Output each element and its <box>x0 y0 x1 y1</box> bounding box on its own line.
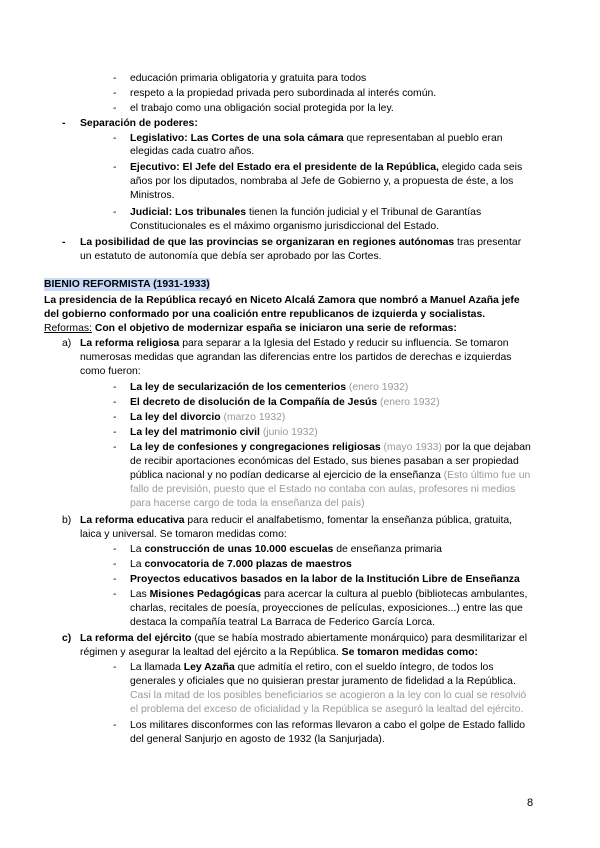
list-dash: - <box>113 662 117 673</box>
list-dash: - <box>113 574 117 585</box>
religious-line-2: numerosas medidas que agrandan las diferencias entre los partidos de derechas e izquierdas <box>80 352 512 363</box>
list-dash: - <box>113 382 117 393</box>
executive-bold: Ejecutivo: El Jefe del Estado era el presidente de la República, <box>130 162 439 173</box>
list-item: La llamada Ley Azaña que admitía el retiro, con el sueldo íntegro, de todos los <box>130 662 494 673</box>
list-item: La construcción de unas 10.000 escuelas de enseñanza primaria <box>130 544 442 555</box>
army-line-2: régimen y asegurar la lealtad del ejército a la República. Se tomaron medidas como: <box>80 647 478 658</box>
autonomy-bold: La posibilidad de que las provincias se organizaran en regiones autónomas <box>80 237 455 248</box>
azana-line-4: el problema del exceso de oficialidad y la República se aseguró la lealtad del ejército. <box>130 704 524 715</box>
judicial-line: Judicial: Los tribunales tienen la función judicial y el Tribunal de Garantías <box>130 207 482 218</box>
confessions-line: La ley de confesiones y congregaciones religiosas (mayo 1933) por la que dejaban <box>130 442 531 453</box>
education-line: La reforma educativa para reducir el analfabetismo, fomentar la enseñanza pública, gratuita, <box>80 515 513 526</box>
presidency-line-2: del gobierno conformado por una coalición entre republicanos de izquierda y socialistas. <box>44 309 486 320</box>
list-item: educación primaria obligatoria y gratuita para todos <box>130 73 367 84</box>
executive-line-2: años por los diputados, nombraba al Jefe de Gobierno y, a propuesta de éste, a los <box>130 176 514 187</box>
azana-line-2: generales y oficiales que no quisieran prestar juramento de fidelidad a la República. <box>130 676 516 687</box>
list-marker-a: a) <box>62 338 72 349</box>
autonomy-line-2: un estatuto de autonomía que debía ser aprobado por las Cortes. <box>80 251 382 262</box>
list-dash: - <box>113 544 117 555</box>
list-marker-c: c) <box>62 633 72 644</box>
list-dash: - <box>113 559 117 570</box>
education-line-2: laica y universal. Se tomaron medidas como: <box>80 529 287 540</box>
list-dash: - <box>113 103 117 114</box>
religious-line: La reforma religiosa para separar a la Iglesia del Estado y reducir su influencia. Se tomaron <box>80 338 509 349</box>
list-dash: - <box>113 427 117 438</box>
executive-line-3: Ministros. <box>130 190 175 201</box>
list-dash: - <box>113 133 117 144</box>
legislative-line: Legislativo: Las Cortes de una sola cámara que representaban al pueblo eran <box>130 133 503 144</box>
list-dash: - <box>113 412 117 423</box>
missions-line-2: charlas, recitales de poesía, proyecciones de películas, exposiciones...) entre las que <box>130 603 523 614</box>
list-item: La convocatoria de 7.000 plazas de maestros <box>130 559 352 570</box>
confessions-line-3: pública nacional y no podían dedicarse al ejercicio de la enseñanza (Esto último fue un <box>130 470 531 481</box>
legislative-bold: Legislativo: Las Cortes de una sola cámara <box>130 133 344 144</box>
judicial-bold: Judicial: Los tribunales <box>130 207 247 218</box>
section-title: BIENIO REFORMISTA (1931-1933) <box>44 279 210 290</box>
list-dash: - <box>62 237 66 248</box>
autonomy-line: La posibilidad de que las provincias se organizaran en regiones autónomas tras presentar <box>80 237 522 248</box>
powers-heading: Separación de poderes: <box>80 118 198 129</box>
list-item: El decreto de disolución de la Compañía de Jesús (enero 1932) <box>130 397 440 408</box>
list-dash: - <box>113 162 117 173</box>
list-dash: - <box>113 720 117 731</box>
list-marker-b: b) <box>62 515 72 526</box>
list-item: Las Misiones Pedagógicas para acercar la cultura al pueblo (bibliotecas ambulantes, <box>130 589 528 600</box>
list-dash: - <box>113 442 117 453</box>
executive-line: Ejecutivo: El Jefe del Estado era el presidente de la República, elegido cada seis <box>130 162 523 173</box>
religious-bold: La reforma religiosa <box>80 338 180 349</box>
confessions-line-2: de recibir aportaciones económicas del Estado, sus bienes pasaban a ser propiedad <box>130 456 519 467</box>
list-item: La ley de secularización de los cementerios (enero 1932) <box>130 382 409 393</box>
list-dash: - <box>113 207 117 218</box>
list-item: La ley del matrimonio civil (junio 1932) <box>130 427 318 438</box>
missions-line-3: destaca la compañía teatral La Barraca de Federico García Lorca. <box>130 617 435 628</box>
judicial-line-2: Constitucionales es el máximo organismo jurisdiccional del Estado. <box>130 221 439 232</box>
list-dash: - <box>113 397 117 408</box>
confessions-line-4: fallo de previsión, puesto que el Estado no contaba con aulas, profesores ni medios <box>130 484 516 495</box>
legislative-line-2: elegidas cada cuatro años. <box>130 146 255 157</box>
list-dash: - <box>113 88 117 99</box>
sanjurjo-line-2: del general Sanjurjo en agosto de 1932 (la Sanjurjada). <box>130 734 385 745</box>
list-dash: - <box>62 118 66 129</box>
reforms-label: Reformas: <box>44 323 92 334</box>
azana-line-3: Casi la mitad de los posibles beneficiarios se acogieron a la ley con lo cual se resolvió <box>130 690 527 701</box>
page-number: 8 <box>527 797 534 809</box>
confessions-line-5: para hacerse cargo de toda la enseñanza del país) <box>130 498 365 509</box>
list-item: Proyectos educativos basados en la labor de la Institución Libre de Enseñanza <box>130 574 520 585</box>
army-line: La reforma del ejército (que se había mostrado abiertamente monárquico) para desmilitarizar el <box>80 633 528 644</box>
sanjurjo-line: Los militares disconformes con las reformas llevaron a cabo el golpe de Estado fallido <box>130 720 526 731</box>
list-item: La ley del divorcio (marzo 1932) <box>130 412 286 423</box>
list-dash: - <box>113 589 117 600</box>
list-dash: - <box>113 73 117 84</box>
presidency-line-1: La presidencia de la República recayó en Niceto Alcalá Zamora que nombró a Manuel Azaña jefe <box>44 295 520 306</box>
reforms-intro: Reformas: Con el objetivo de modernizar españa se iniciaron una serie de reformas: <box>44 323 457 334</box>
religious-line-3: como fueron: <box>80 366 141 377</box>
list-item: el trabajo como una obligación social protegida por la ley. <box>130 103 394 114</box>
list-item: respeto a la propiedad privada pero subordinada al interés común. <box>130 88 437 99</box>
